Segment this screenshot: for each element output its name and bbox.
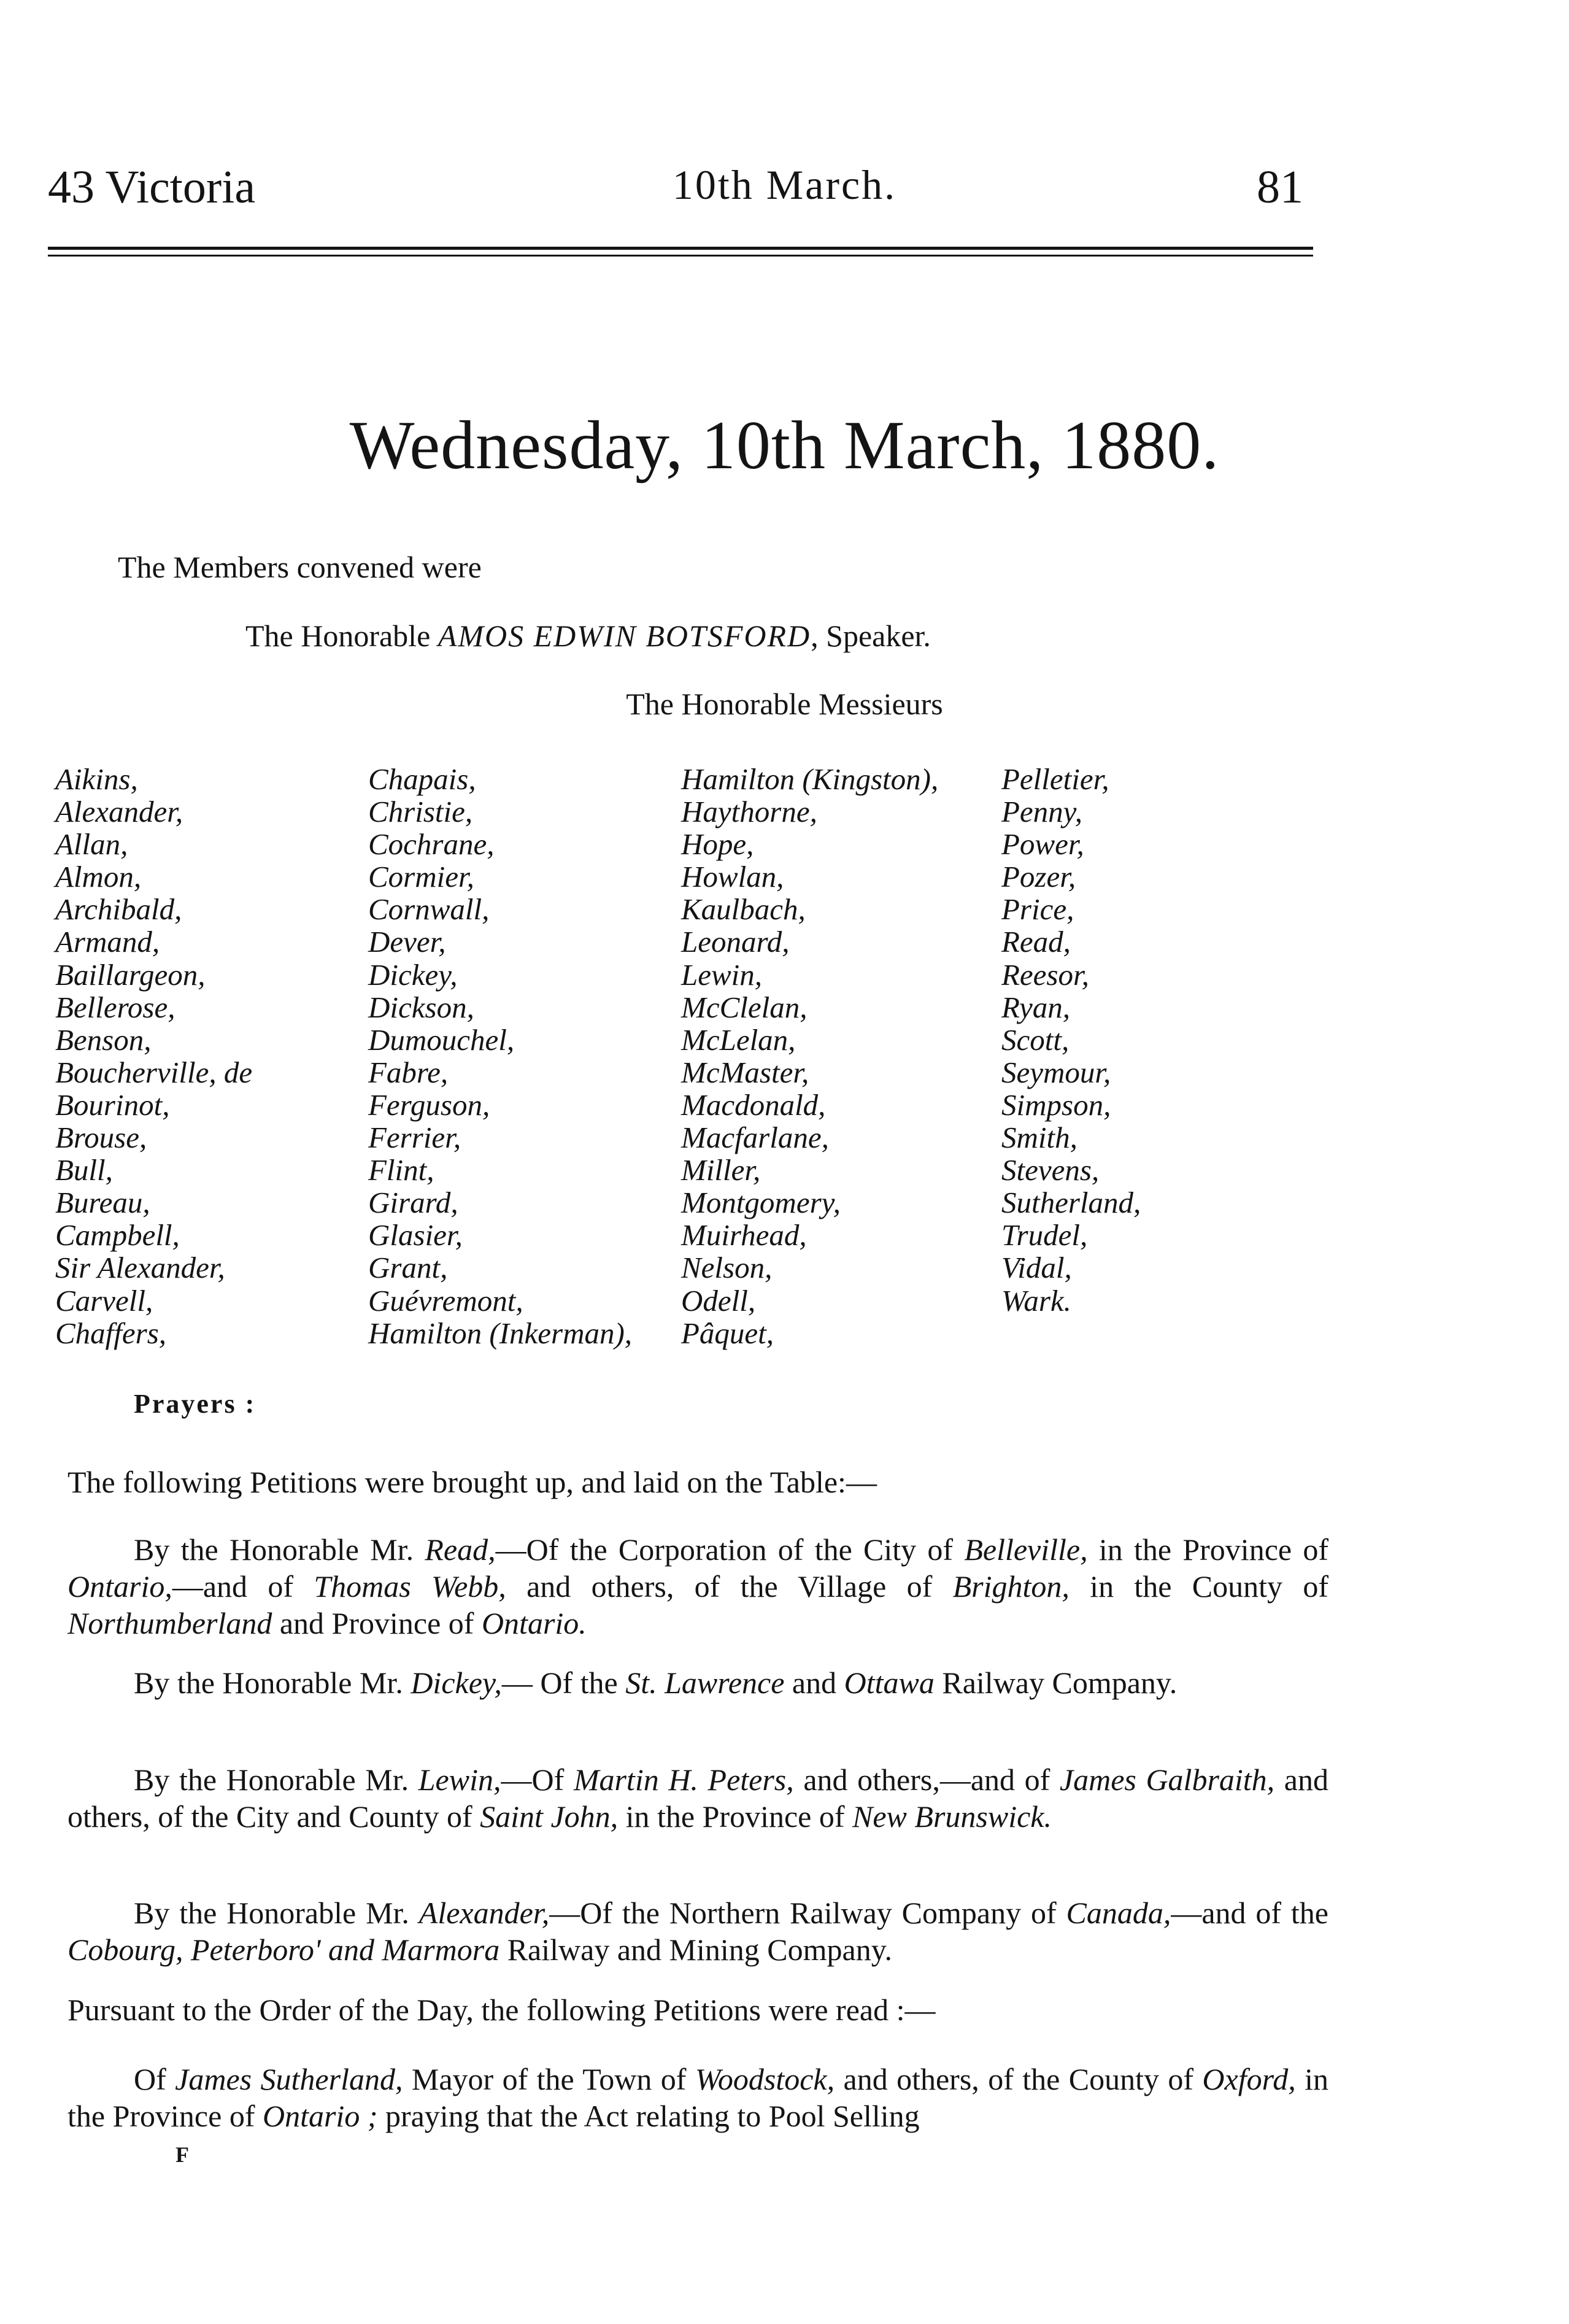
member-name: Guévremont, xyxy=(368,1283,523,1318)
member-name: Pozer, xyxy=(1001,860,1076,894)
member-name: Cornwall, xyxy=(368,892,490,927)
member-name: Ryan, xyxy=(1001,990,1071,1024)
petition-alexander: By the Honorable Mr. Alexander,—Of the Northern Railway Company of Canada,—and of the Cobourg, Peterboro' and Marmora Railway and Mining Company. xyxy=(67,1896,1329,1967)
member-name: Vidal, xyxy=(1001,1251,1072,1285)
member-name: Nelson, xyxy=(681,1251,773,1285)
member-name: Sutherland, xyxy=(1001,1186,1141,1220)
members-column-1 xyxy=(55,763,252,1349)
member-name: McClelan, xyxy=(681,990,808,1024)
member-name: Hamilton (Kingston), xyxy=(681,762,939,796)
speaker-name: AMOS EDWIN BOTSFORD xyxy=(438,619,811,653)
speaker-prefix: The Honorable xyxy=(245,619,438,653)
header-date: 10th March. xyxy=(672,161,897,208)
members-column-2 xyxy=(368,763,632,1349)
signature-mark: F xyxy=(175,2142,189,2167)
speaker-line xyxy=(245,618,931,654)
member-name: Ferguson, xyxy=(368,1087,490,1122)
member-name: Glasier, xyxy=(368,1218,463,1253)
member-name: Grant, xyxy=(368,1251,448,1285)
member-name: Reesor, xyxy=(1001,957,1089,992)
members-column-3 xyxy=(681,763,938,1349)
member-name: Fabre, xyxy=(368,1055,449,1089)
member-name: Benson, xyxy=(55,1022,152,1057)
member-name: Wark. xyxy=(1001,1283,1071,1318)
member-name: McMaster, xyxy=(681,1055,809,1089)
speaker-suffix: , Speaker. xyxy=(811,619,931,653)
member-name: Dickson, xyxy=(368,990,474,1024)
member-name: Howlan, xyxy=(681,860,784,894)
member-name: Stevens, xyxy=(1001,1153,1100,1187)
member-name: Miller, xyxy=(681,1153,761,1187)
member-name: Pelletier, xyxy=(1001,762,1109,796)
member-name: Muirhead, xyxy=(681,1218,807,1253)
member-name: Macdonald, xyxy=(681,1087,826,1122)
member-name: Smith, xyxy=(1001,1121,1077,1155)
member-name: Pâquet, xyxy=(681,1316,774,1350)
member-name: Boucherville, de xyxy=(55,1055,253,1089)
pursuant-intro: Pursuant to the Order of the Day, the following Petitions were read :— xyxy=(67,1993,936,2027)
member-name: Almon, xyxy=(55,860,142,894)
member-name: Hamilton (Inkerman), xyxy=(368,1316,633,1350)
header-rule-thin xyxy=(48,255,1313,257)
petitions-intro: The following Petitions were brought up, and laid on the Table:— xyxy=(67,1465,877,1499)
member-name: Dever, xyxy=(368,925,446,959)
member-name: Leonard, xyxy=(681,925,790,959)
member-name: Lewin, xyxy=(681,957,763,992)
member-name: McLelan, xyxy=(681,1022,796,1057)
members-convened-label: The Members convened were xyxy=(118,550,482,584)
member-name: Carvell, xyxy=(55,1283,153,1318)
member-name: Hope, xyxy=(681,827,754,862)
member-name: Penny, xyxy=(1001,795,1082,829)
member-name: Price, xyxy=(1001,892,1074,927)
member-name: Simpson, xyxy=(1001,1087,1111,1122)
member-name: Bureau, xyxy=(55,1186,150,1220)
petition-read: By the Honorable Mr. Read,—Of the Corporation of the City of Belleville, in the Province of Ontario,—and of Thomas Webb, and others, of the Village of Brighton, in the County of Northumberland and Province of Ontario. xyxy=(67,1532,1328,1640)
member-name: Bull, xyxy=(55,1153,113,1187)
members-column-4 xyxy=(1001,763,1141,1317)
member-name: Allan, xyxy=(55,827,128,862)
member-name: Trudel, xyxy=(1001,1218,1088,1253)
member-name: Dickey, xyxy=(368,957,458,992)
header-volume: 43 Victoria xyxy=(48,161,256,213)
member-name: Archibald, xyxy=(55,892,182,927)
member-name: Flint, xyxy=(368,1153,434,1187)
page-number: 81 xyxy=(1257,161,1303,213)
messieurs-label: The Honorable Messieurs xyxy=(626,687,943,721)
member-name: Odell, xyxy=(681,1283,756,1318)
petition-lewin: By the Honorable Mr. Lewin,—Of Martin H. Peters, and others,—and of James Galbraith, and others, of the City and County of Saint John, in the Province of New Brunswick. xyxy=(67,1762,1328,1834)
member-name: Montgomery, xyxy=(681,1186,841,1220)
member-name: Alexander, xyxy=(55,795,183,829)
member-name: Girard, xyxy=(368,1186,458,1220)
member-name: Read, xyxy=(1001,925,1071,959)
member-name: Cochrane, xyxy=(368,827,495,862)
member-name: Bellerose, xyxy=(55,990,175,1024)
member-name: Ferrier, xyxy=(368,1121,461,1155)
member-name: Baillargeon, xyxy=(55,957,206,992)
member-name: Kaulbach, xyxy=(681,892,806,927)
petition-sutherland: Of James Sutherland, Mayor of the Town of Woodstock, and others, of the County of Oxford, in the Province of Ontario ; praying that the Act relating to Pool Selling xyxy=(67,2062,1329,2133)
member-name: Macfarlane, xyxy=(681,1121,829,1155)
member-name: Brouse, xyxy=(55,1121,147,1155)
member-name: Power, xyxy=(1001,827,1084,862)
member-name: Haythorne, xyxy=(681,795,817,829)
prayers-heading: Prayers : xyxy=(134,1389,256,1419)
member-name: Cormier, xyxy=(368,860,474,894)
member-name: Scott, xyxy=(1001,1022,1070,1057)
member-name: Seymour, xyxy=(1001,1055,1111,1089)
member-name: Dumouchel, xyxy=(368,1022,515,1057)
member-name: Bourinot, xyxy=(55,1087,170,1122)
member-name: Armand, xyxy=(55,925,160,959)
member-name: Sir Alexander, xyxy=(55,1251,225,1285)
member-name: Chapais, xyxy=(368,762,476,796)
member-name: Aikins, xyxy=(55,762,138,796)
header-rule-thick xyxy=(48,247,1313,250)
member-name: Christie, xyxy=(368,795,473,829)
petition-dickey: By the Honorable Mr. Dickey,— Of the St. Lawrence and Ottawa Railway Company. xyxy=(134,1666,1178,1700)
page-title: Wednesday, 10th March, 1880. xyxy=(349,407,1220,484)
member-name: Campbell, xyxy=(55,1218,180,1253)
member-name: Chaffers, xyxy=(55,1316,167,1350)
